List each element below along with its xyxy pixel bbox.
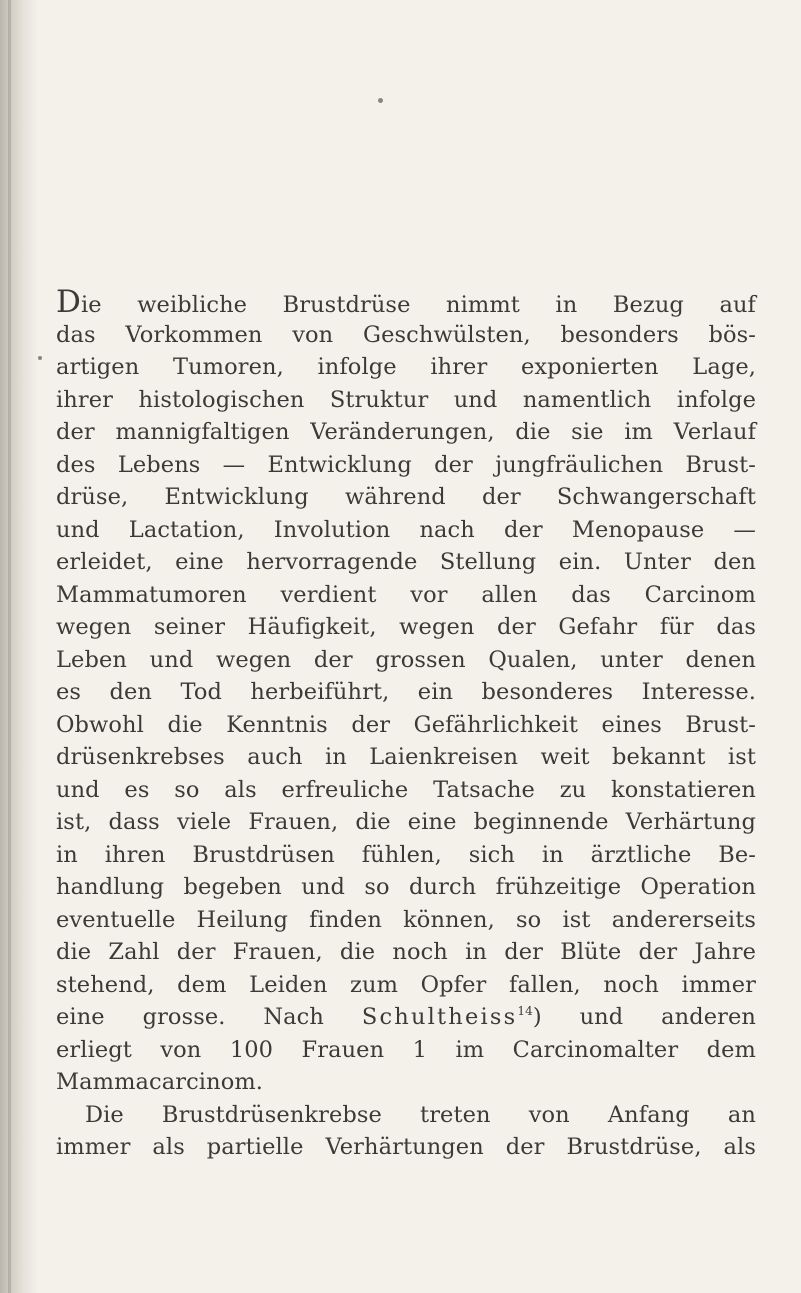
text-line: Obwohl die Kenntnis der Gefährlichkeit eines Brust- <box>56 711 756 738</box>
footnote-marker: 14 <box>517 1004 533 1018</box>
text-line: und es so als erfreuliche Tatsache zu konstatieren <box>56 776 756 803</box>
text-line: artigen Tumoren, infolge ihrer exponierten Lage, <box>56 354 756 380</box>
text-line: erliegt von 100 Frauen 1 im Carcinomalter dem <box>56 1036 756 1063</box>
ink-speck <box>378 98 383 103</box>
text-line: Leben und wegen der grossen Qualen, unter denen <box>56 646 756 673</box>
text-line: stehend, dem Leiden zum Opfer fallen, noch immer <box>56 971 756 998</box>
text-line: ist, dass viele Frauen, die eine beginnende Verhärtung <box>56 809 756 835</box>
text-fragment: ) und anderen <box>532 1004 756 1030</box>
text-line: und Lactation, Involution nach der Menopause — <box>56 516 756 543</box>
text-line: in ihren Brustdrüsen fühlen, sich in ärztliche Be- <box>56 841 756 868</box>
ink-speck <box>38 356 42 360</box>
text-line: der mannigfaltigen Veränderungen, die sie im Verlauf <box>56 419 756 445</box>
text-line: wegen seiner Häufigkeit, wegen der Gefahr für das <box>56 614 756 640</box>
author-name: Schultheiss <box>361 1004 518 1030</box>
text-line: Mammacarcinom. <box>56 1069 264 1095</box>
text-line: erleidet, eine hervorragende Stellung ein. Unter den <box>56 549 756 575</box>
text-line: des Lebens — Entwicklung der jungfräulichen Brust- <box>56 451 756 478</box>
text-line: drüse, Entwicklung während der Schwangerschaft <box>56 484 756 510</box>
text-line-content: ie weibliche Brustdrüse nimmt in Bezug auf <box>80 292 756 318</box>
text-line: das Vorkommen von Geschwülsten, besonders bös- <box>56 321 756 348</box>
text-line: ihrer histologischen Struktur und namentlich infolge <box>56 386 756 413</box>
text-line: drüsenkrebses auch in Laienkreisen weit bekannt ist <box>56 744 756 770</box>
drop-capital: D <box>56 284 81 320</box>
text-line <box>56 1001 756 1034</box>
paragraph-first-line: Die Brustdrüsenkrebse treten von Anfang an <box>85 1101 756 1128</box>
gutter-stripe <box>8 0 11 1293</box>
text-line: Mammatumoren verdient vor allen das Carcinom <box>56 581 756 608</box>
text-line: eventuelle Heilung finden können, so ist andererseits <box>56 906 756 933</box>
text-line: es den Tod herbeiführt, ein besonderes Interesse. <box>56 679 756 705</box>
page-gutter-shadow <box>0 0 38 1293</box>
text-line: immer als partielle Verhärtungen der Brustdrüse, als <box>56 1134 756 1160</box>
text-fragment: eine grosse. Nach <box>56 1004 324 1030</box>
text-line: die Zahl der Frauen, die noch in der Blüte der Jahre <box>56 939 756 965</box>
body-text <box>56 286 756 1164</box>
text-line: handlung begeben und so durch frühzeitige Operation <box>56 874 756 900</box>
text-line <box>56 286 756 319</box>
